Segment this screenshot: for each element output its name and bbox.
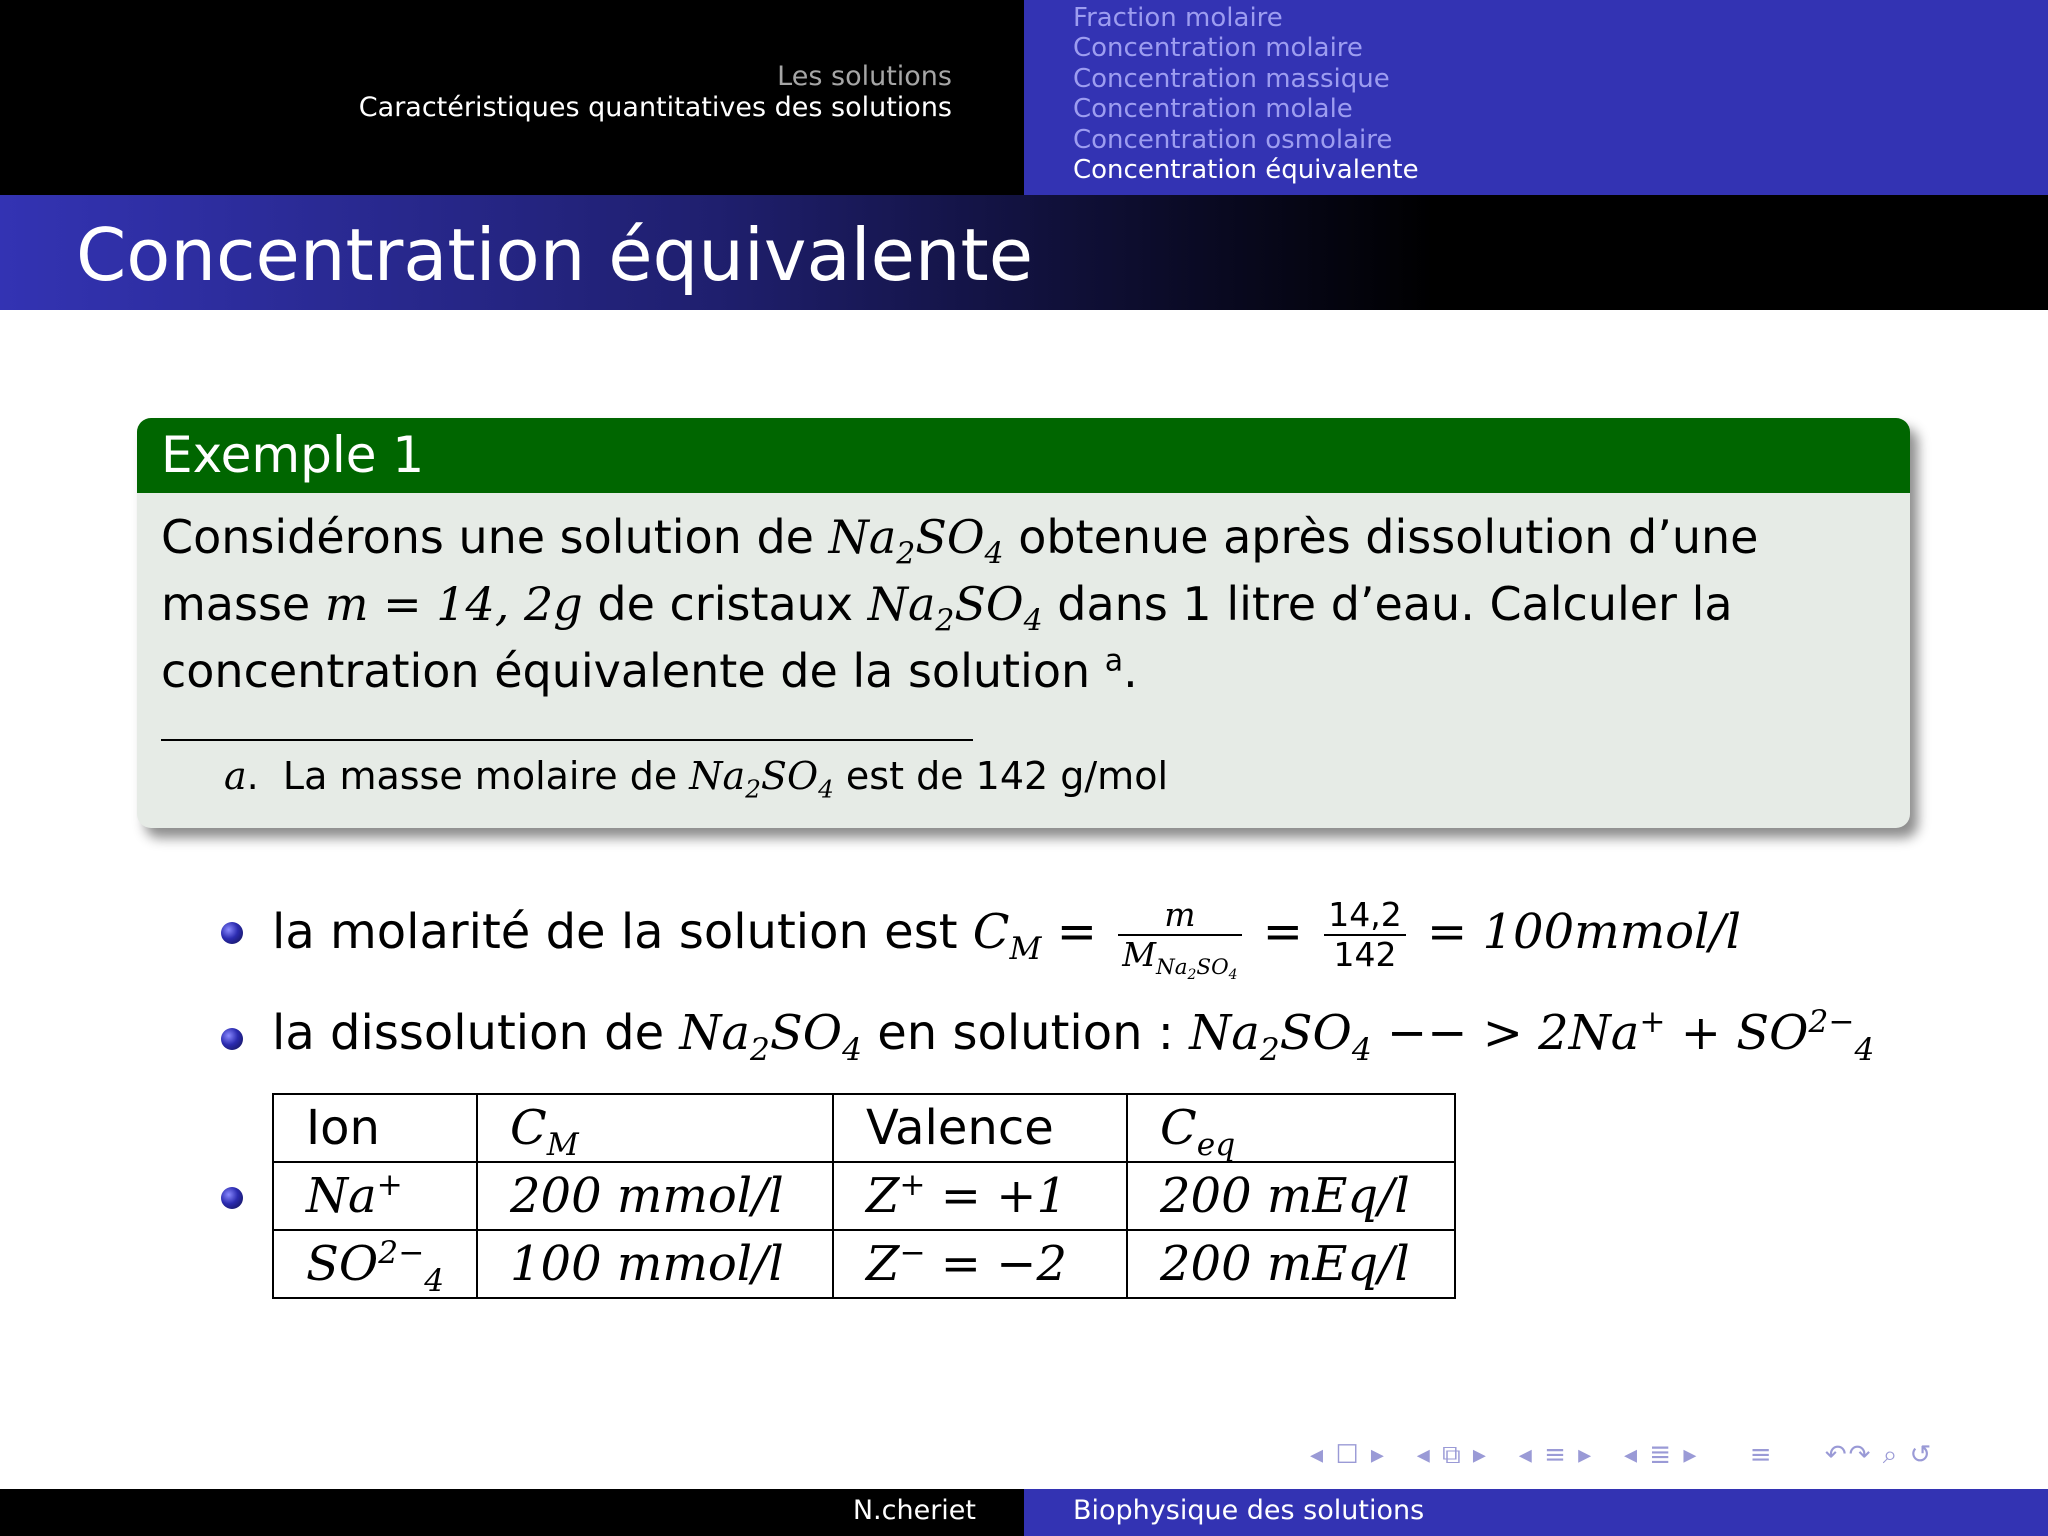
footer-left	[0, 1489, 1024, 1536]
cell-cm: 200 mmol/l	[477, 1162, 833, 1230]
nav-section-icon[interactable]: ◂ ≣ ▸	[1623, 1440, 1699, 1470]
nav-frame-icon[interactable]: ◂ ⧉ ▸	[1416, 1440, 1488, 1470]
subsection-link-concentration-osmolaire[interactable]: Concentration osmolaire	[1073, 125, 1393, 155]
cell-ion: $SO^{2-}_4$	[273, 1230, 477, 1298]
table-header-row	[273, 1094, 1455, 1162]
th-cm: $C_M$	[477, 1094, 833, 1162]
undo-icon[interactable]: ↺	[1909, 1440, 1934, 1470]
example-heading: Exemple 1	[137, 418, 1910, 493]
table-row	[273, 1162, 1455, 1230]
cell-ceq: 200 mEq/l	[1127, 1230, 1455, 1298]
example-block	[137, 418, 1910, 828]
title-bar	[0, 195, 2048, 310]
cell-valence: Z− = −2	[833, 1230, 1127, 1298]
footnote-marker[interactable]: a	[1104, 643, 1124, 679]
bullet-icon	[221, 1028, 243, 1050]
ion-table	[272, 1093, 1456, 1299]
subsection-link-fraction-molaire[interactable]: Fraction molaire	[1073, 3, 1283, 33]
header-left	[0, 0, 1024, 195]
cell-valence: Z+ = +1	[833, 1162, 1127, 1230]
footer-right	[1024, 1489, 2048, 1536]
bullet-dissolution: la dissolution de $Na_2SO_4$ en solution : $Na_2SO_4$ −− > $2Na^+ + SO^{2-}_4$	[272, 1003, 1875, 1068]
example-line-2: masse m = 14, 2g de cristaux $Na_2SO_4$ dans 1 litre d’eau. Calculer la	[161, 577, 1733, 639]
nav-subsection-icon[interactable]: ◂ ≡ ▸	[1518, 1440, 1594, 1470]
subsection-link-concentration-equivalente[interactable]: Concentration équivalente	[1073, 155, 1419, 185]
table-row	[273, 1230, 1455, 1298]
footnote: a. La masse molaire de $Na_2SO_4$ est de 142 g/mol	[224, 754, 1168, 804]
subsection-link-concentration-massique[interactable]: Concentration massique	[1073, 64, 1390, 94]
fraction-value: $\frac{14,2}{142}$	[1324, 896, 1405, 974]
header-section[interactable]: Les solutions	[777, 61, 952, 92]
bullet-molarity: la molarité de la solution est $C_M$ = $\frac{m}{M_{Na_2SO_4}}$ = $\frac{14,2}{142}$ = 100mmol/l	[272, 895, 1741, 983]
nav-appendix-icon[interactable]: ≡	[1749, 1440, 1774, 1470]
search-icon[interactable]: ⌕	[1882, 1440, 1900, 1470]
bullet-icon	[221, 1187, 243, 1209]
slide-title: Concentration équivalente	[76, 213, 1034, 297]
beamer-navigation	[1310, 1440, 1933, 1471]
header-right	[1024, 0, 2048, 195]
search-back-icon[interactable]: ↶↷	[1824, 1440, 1873, 1470]
th-ceq: $C_{eq}$	[1127, 1094, 1455, 1162]
th-ion: Ion	[273, 1094, 477, 1162]
cell-ion: Na+	[273, 1162, 477, 1230]
header-current-section[interactable]: Caractéristiques quantitatives des solutions	[358, 92, 952, 123]
cell-ceq: 200 mEq/l	[1127, 1162, 1455, 1230]
footnote-rule	[161, 739, 973, 741]
footer-author: N.cheriet	[852, 1495, 976, 1526]
th-valence: Valence	[833, 1094, 1127, 1162]
example-line-3: concentration équivalente de la solution $^a$.	[161, 643, 1138, 698]
fraction-m-over-M: $\frac{m}{M_{Na_2SO_4}}$	[1118, 896, 1241, 974]
footer-title: Biophysique des solutions	[1073, 1495, 1425, 1526]
subsection-link-concentration-molaire[interactable]: Concentration molaire	[1073, 33, 1363, 63]
subsection-link-concentration-molale[interactable]: Concentration molale	[1073, 94, 1353, 124]
example-line-1: Considérons une solution de $Na_2SO_4$ obtenue après dissolution d’une	[161, 510, 1759, 572]
nav-frame-prev-icon[interactable]: ◂ ☐ ▸	[1310, 1440, 1386, 1470]
bullet-icon	[221, 922, 243, 944]
cell-cm: 100 mmol/l	[477, 1230, 833, 1298]
